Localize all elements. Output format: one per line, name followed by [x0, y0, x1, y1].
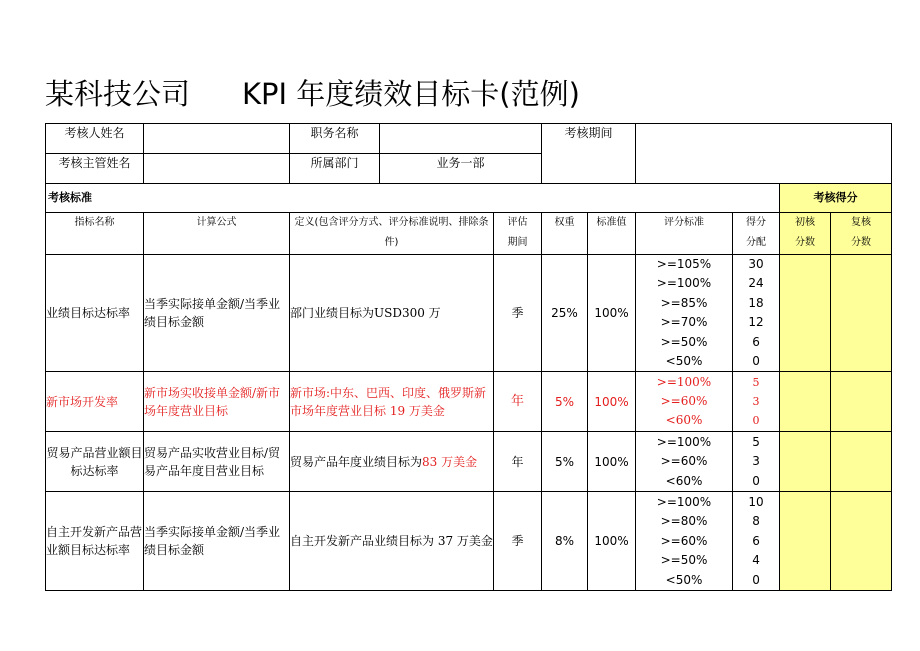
row1-indicator: 业绩目标达标率: [46, 255, 144, 372]
col-review-line2: 分数: [851, 237, 872, 248]
row3-scores: [733, 432, 780, 492]
score-section-label: 考核得分: [780, 184, 892, 213]
col-score-line2: 分配: [746, 237, 767, 248]
criteria-item: >=50%: [660, 334, 708, 349]
criteria-item: <60%: [665, 413, 703, 428]
score-item: 5: [752, 434, 760, 449]
score-item: 30: [748, 257, 764, 271]
row3-definition-text: 贸易产品年度业绩目标为: [290, 454, 423, 469]
col-review: [831, 213, 892, 255]
row4-definition: 自主开发新产品业绩目标为 37 万美金: [290, 492, 494, 591]
criteria-item: >=70%: [660, 315, 708, 330]
score-item: 0: [752, 414, 760, 428]
row3-criteria: [636, 432, 733, 492]
criteria-item: >=100%: [656, 375, 712, 390]
score-item: 18: [748, 295, 764, 310]
row2-initial-score[interactable]: [780, 372, 831, 432]
row1-formula: 当季实际接单金额/当季业绩目标金额: [144, 255, 290, 372]
row1-review-score[interactable]: [831, 255, 892, 372]
score-item: 6: [752, 334, 760, 349]
score-item: 0: [752, 354, 760, 369]
col-score: [733, 213, 780, 255]
col-formula: 计算公式: [144, 213, 290, 255]
criteria-item: >=60%: [660, 394, 708, 409]
department-label: 所属部门: [290, 154, 380, 184]
score-item: 3: [752, 395, 760, 409]
row4-review-score[interactable]: [831, 492, 892, 591]
row4-criteria: [636, 492, 733, 591]
score-item: 0: [752, 473, 760, 488]
assessee-name-label: 考核人姓名: [46, 124, 144, 154]
row3-period: 年: [494, 432, 542, 492]
row1-target: 100%: [588, 255, 636, 372]
row3-definition-highlight: 83 万美金: [422, 454, 478, 469]
supervisor-label: 考核主管姓名: [46, 154, 144, 184]
score-item: 5: [752, 376, 760, 390]
score-item: 10: [748, 494, 764, 509]
position-field[interactable]: [380, 124, 542, 154]
score-item: 6: [752, 533, 760, 548]
score-item: 8: [752, 514, 760, 529]
card-title: KPI 年度绩效目标卡(范例): [242, 77, 580, 111]
criteria-item: >=100%: [656, 494, 712, 509]
score-item: 12: [748, 315, 764, 330]
period-field[interactable]: [636, 124, 892, 184]
department-field[interactable]: 业务一部: [380, 154, 542, 184]
assessee-name-field[interactable]: [144, 124, 290, 154]
table-row: [46, 432, 892, 492]
row4-formula: 当季实际接单金额/当季业绩目标金额: [144, 492, 290, 591]
row2-review-score[interactable]: [831, 372, 892, 432]
row3-formula: 贸易产品实收营业目标/贸易产品年度目营业目标: [144, 432, 290, 492]
row3-definition: [290, 432, 494, 492]
page-title: [45, 74, 580, 114]
row4-indicator: 自主开发新产品营业额目标达标率: [46, 492, 144, 591]
table-row: [46, 255, 892, 372]
row3-target: 100%: [588, 432, 636, 492]
col-criteria: 评分标准: [636, 213, 733, 255]
row4-target: 100%: [588, 492, 636, 591]
standard-section-label: 考核标准: [46, 184, 780, 213]
row1-initial-score[interactable]: [780, 255, 831, 372]
row3-weight: 5%: [542, 432, 588, 492]
period-label: 考核期间: [542, 124, 636, 184]
col-review-line1: 复核: [851, 217, 872, 228]
row2-target: 100%: [588, 372, 636, 432]
criteria-item: >=60%: [660, 454, 708, 469]
row4-scores: [733, 492, 780, 591]
row2-weight: 5%: [542, 372, 588, 432]
criteria-item: >=105%: [656, 257, 712, 271]
row4-initial-score[interactable]: [780, 492, 831, 591]
criteria-item: >=80%: [660, 514, 708, 529]
col-indicator: 指标名称: [46, 213, 144, 255]
row3-indicator: 贸易产品营业额目标达标率: [46, 432, 144, 492]
row4-period: 季: [494, 492, 542, 591]
criteria-item: >=100%: [656, 276, 712, 291]
score-item: 24: [748, 276, 764, 291]
col-period-line2: 期间: [507, 237, 528, 248]
row2-definition: 新市场:中东、巴西、印度、俄罗斯新市场年度营业目标 19 万美金: [290, 372, 494, 432]
row3-initial-score[interactable]: [780, 432, 831, 492]
criteria-item: >=85%: [660, 295, 708, 310]
row2-period: 年: [494, 372, 542, 432]
col-period-line1: 评估: [507, 217, 528, 228]
criteria-item: <50%: [665, 354, 703, 369]
col-initial-line1: 初核: [795, 217, 816, 228]
company-name: 某科技公司: [45, 77, 191, 111]
col-initial: [780, 213, 831, 255]
col-target: 标准值: [588, 213, 636, 255]
col-weight: 权重: [542, 213, 588, 255]
position-label: 职务名称: [290, 124, 380, 154]
col-definition: 定义(包含评分方式、评分标准说明、排除条件): [290, 213, 494, 255]
score-item: 0: [752, 572, 760, 587]
criteria-item: >=100%: [656, 434, 712, 449]
col-score-line1: 得分: [746, 217, 767, 228]
table-row: [46, 372, 892, 432]
col-period: [494, 213, 542, 255]
row2-indicator: 新市场开发率: [46, 372, 144, 432]
criteria-item: >=60%: [660, 533, 708, 548]
row1-weight: 25%: [542, 255, 588, 372]
row1-criteria: [636, 255, 733, 372]
score-item: 4: [752, 553, 760, 568]
row1-definition: 部门业绩目标为USD300 万: [290, 255, 494, 372]
row4-weight: 8%: [542, 492, 588, 591]
row1-period: 季: [494, 255, 542, 372]
row3-review-score[interactable]: [831, 432, 892, 492]
supervisor-field[interactable]: [144, 154, 290, 184]
col-initial-line2: 分数: [795, 237, 816, 248]
criteria-item: <50%: [665, 572, 703, 587]
criteria-item: >=50%: [660, 553, 708, 568]
row2-formula: 新市场实收接单金额/新市场年度营业目标: [144, 372, 290, 432]
criteria-item: <60%: [665, 473, 703, 488]
row2-criteria: [636, 372, 733, 432]
table-row: [46, 492, 892, 591]
row1-scores: [733, 255, 780, 372]
score-item: 3: [752, 454, 760, 469]
row2-scores: [733, 372, 780, 432]
kpi-table: [45, 123, 892, 591]
